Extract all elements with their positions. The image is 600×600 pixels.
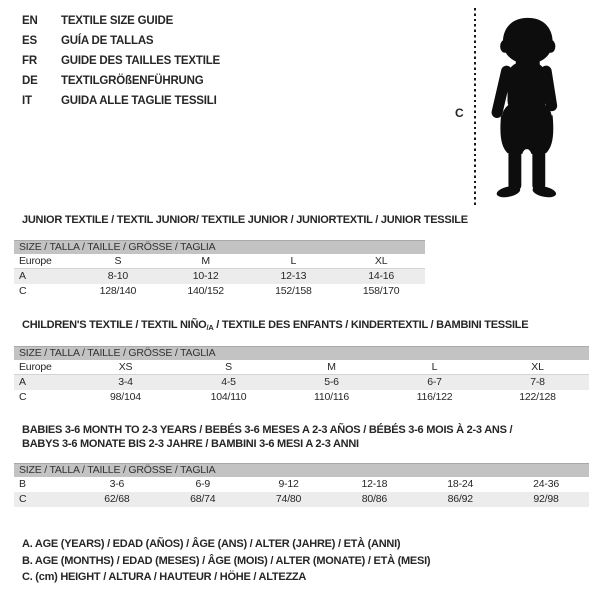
table-cell: 140/152: [187, 285, 224, 297]
column-header-cell: XL: [531, 361, 544, 373]
language-row: [22, 71, 220, 91]
language-title: TEXTILGRÖßENFÜHRUNG: [61, 75, 204, 87]
language-title-list: [22, 11, 220, 111]
column-header-cell: M: [201, 255, 210, 267]
row-label: C: [19, 493, 27, 505]
table-cell: 122/128: [519, 391, 556, 403]
language-code: DE: [22, 75, 38, 87]
babies-section-title: [22, 423, 512, 451]
row-label: B: [19, 478, 26, 490]
table-cell: 104/110: [210, 391, 247, 403]
table-cell: 6-7: [427, 376, 442, 388]
children-section-title: [22, 318, 528, 335]
table-row: [14, 284, 425, 299]
language-title: TEXTILE SIZE GUIDE: [61, 15, 174, 27]
size-header-band: SIZE / TALLA / TAILLE / GRÖSSE / TAGLIA: [14, 240, 425, 254]
table-cell: 92/98: [533, 493, 559, 505]
table-cell: 110/116: [314, 391, 349, 403]
table-cell: 6-9: [195, 478, 211, 490]
row-label: C: [19, 391, 27, 403]
language-title: GUÍA DE TALLAS: [61, 35, 154, 47]
babies-title-line1: BABIES 3-6 MONTH TO 2-3 YEARS / BEBÉS 3-6 MESES A 2-3 AÑOS / BÉBÉS 3-6 MOIS À 2-3 ANS /: [22, 424, 513, 436]
table-cell: 9-12: [278, 478, 299, 490]
children-title-post: / TEXTILE DES ENFANTS / KINDERTEXTIL / BAMBINI TESSILE: [213, 319, 529, 331]
column-header-cell: S: [114, 255, 122, 267]
table-cell: 10-12: [192, 270, 219, 282]
legend-line-a: A. AGE (YEARS) / EDAD (AÑOS) / ÂGE (ANS) / ALTER (JAHRE) / ETÀ (ANNI): [22, 538, 401, 550]
column-header-cell: M: [327, 361, 336, 373]
column-header-cell: L: [431, 361, 438, 373]
language-row: [22, 31, 220, 51]
row-label: Europe: [19, 361, 52, 373]
table-cell: 68/74: [190, 493, 216, 505]
junior-size-table: [14, 240, 425, 299]
table-cell: 3-6: [109, 478, 125, 490]
children-title-pre: CHILDREN'S TEXTILE / TEXTIL NIÑO: [22, 319, 207, 331]
height-c-label: C: [455, 106, 464, 120]
baby-silhouette-icon: [479, 9, 571, 207]
row-label: A: [19, 376, 26, 388]
language-title: GUIDE DES TAILLES TEXTILE: [61, 55, 220, 67]
language-row: [22, 91, 220, 111]
children-size-table: [14, 346, 589, 405]
language-code: IT: [22, 95, 32, 107]
column-header-cell: XS: [118, 361, 133, 373]
junior-section-title: JUNIOR TEXTILE / TEXTIL JUNIOR/ TEXTILE JUNIOR / JUNIORTEXTIL / JUNIOR TESSILE: [22, 214, 468, 226]
table-cell: 12-13: [280, 270, 307, 282]
table-row: [14, 477, 589, 492]
language-row: [22, 11, 220, 31]
row-label: Europe: [19, 255, 52, 267]
table-cell: 158/170: [362, 285, 400, 297]
table-row: [14, 375, 589, 390]
legend-line-b: B. AGE (MONTHS) / EDAD (MESES) / ÂGE (MOIS) / ALTER (MONATE) / ETÀ (MESI): [22, 554, 431, 567]
table-cell: 18-24: [447, 478, 474, 490]
table-cell: 152/158: [275, 285, 312, 297]
table-row: [14, 269, 425, 284]
table-cell: 14-16: [368, 270, 395, 282]
babies-size-table: [14, 463, 589, 507]
table-cell: 3-4: [118, 376, 133, 388]
column-header-cell: XL: [374, 255, 388, 267]
language-code: ES: [22, 35, 37, 47]
table-cell: 4-5: [221, 376, 236, 388]
children-title-subscript: /A: [206, 323, 214, 332]
table-cell: 24-36: [533, 478, 559, 490]
table-row: [14, 390, 589, 405]
table-row: [14, 492, 589, 507]
measurement-legend: [22, 536, 430, 586]
table-header-row: [14, 360, 589, 375]
table-cell: 128/140: [99, 285, 137, 297]
table-cell: 98/104: [110, 391, 141, 403]
table-cell: 86/92: [447, 493, 473, 505]
table-cell: 80/86: [361, 493, 388, 505]
column-header-cell: L: [290, 255, 297, 267]
language-code: EN: [22, 15, 38, 27]
column-header-cell: S: [225, 361, 232, 373]
language-row: [22, 51, 220, 71]
legend-line-c: C. (cm) HEIGHT / ALTURA / HAUTEUR / HÖHE / ALTEZZA: [22, 571, 307, 583]
size-header-band: SIZE / TALLA / TAILLE / GRÖSSE / TAGLIA: [14, 463, 589, 477]
babies-title-line2: BABYS 3-6 MONATE BIS 2-3 JAHRE / BAMBINI 3-6 MESI A 2-3 ANNI: [22, 438, 359, 450]
language-code: FR: [22, 55, 37, 67]
height-dotted-line: [474, 8, 476, 208]
language-title: GUIDA ALLE TAGLIE TESSILI: [61, 95, 217, 107]
table-cell: 5-6: [324, 376, 339, 388]
row-label: A: [19, 270, 26, 282]
table-cell: 8-10: [107, 270, 128, 282]
size-header-band: SIZE / TALLA / TAILLE / GRÖSSE / TAGLIA: [14, 346, 589, 360]
table-header-row: [14, 254, 425, 269]
row-label: C: [19, 285, 27, 297]
table-cell: 7-8: [530, 376, 545, 388]
table-cell: 62/68: [104, 493, 130, 505]
table-cell: 74/80: [275, 493, 302, 505]
table-cell: 116/122: [416, 391, 453, 403]
table-cell: 12-18: [361, 478, 388, 490]
